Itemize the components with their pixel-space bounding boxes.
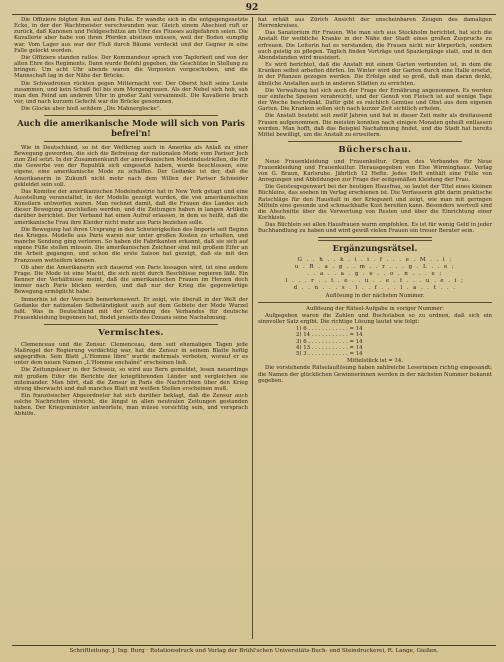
section-divider [44,141,218,142]
continuation-paragraph: Es wird berichtet, daß die Anstalt mit einem Garten verbunden ist, in dem die Kranken selbst arbeiten dürfen. Im Winter wird der Garten durch eine Halle ersetzt, in der Pflanzen gezogen werden. Die Erfolge sind so groß, daß man daran denkt, ähnliche Anstalten auch in anderen Städten zu errichten. [258,62,492,87]
column-divider [252,17,253,639]
calc-line: 5) 3 . . . . . . . . . . . . = 14 [296,351,363,358]
puzzle-line: G . . h . . k . i . i . f . . . e . M . . i ; [297,256,453,263]
page-number: 92 [245,3,259,13]
intro-paragraph: Die Offiziere folgten ihm auf dem Fuße. Er wandte sich in die entgegengesetzte Ecke, in der der Wachtmeister verschwunden war. Gleich einem Abschied ruft er zurück, daß Kanonen und Feldgeschütze am Ufer des Flusses aufgefahren seien. Die Kavallerie aber habe von ihren Pferden absitzen müssen, weil der Boden sumpfig war. Vom Lager aus war der Fluß durch Bäume verdeckt und der Gegner in eine Falle gelockt worden. [14,17,248,54]
article-paragraph: Ob aber die Amerikanerin sich dauernd von Paris lossagen wird, ist eine andere Frage. Die Mode ist eine Macht, die sich nicht durch Beschlüsse regieren läßt. Ein Kenner der Verhältnisse meint, daß die amerikanischen Frauen im Herzen doch immer nach Paris blicken werden, und daß nur der Krieg die gegenwärtige Bewegung ermöglicht habe. [14,264,248,296]
section-divider [44,115,218,116]
continuation-section [258,17,492,138]
book-review: Das Büchlein sei allen Hausfrauen warm empfohlen. Es ist für wenig Geld in jeder Buchhandlung zu haben und wird gewiß vielen Frauen ein treuer Berater sein. [258,222,492,235]
header-rule [12,14,496,15]
section-divider [258,302,492,303]
section-divider [318,237,432,241]
puzzle-title: Ergänzungsrätsel. [332,243,418,254]
intro-paragraph: Die Offiziere standen ratlos. Der Kommandeur sprach von Tapferkeit und von der alten Ehre des Regiments. Dann wurde Befehl gegeben, die Geschütze in Stellung zu bringen. Um acht Uhr abends waren die Vorposten vorgeschoben, und die Mannschaft lag in der Nähe der Brücke. [14,54,248,80]
puzzle-note: Auflösung in der nächsten Nummer. [325,292,425,299]
article-paragraph: Das Komitee der amerikanischen Modeindustrie hat in New York getagt und eine Ausstellung veranstaltet, in der Modelle gezeigt wurden, die von amerikanischen Künstlern entworfen waren. Man rechnet damit, daß die Frauen des Landes sich dieser Bewegung anschließen werden, und die Zeitungen haben in langen Artikeln darüber berichtet. Der Verband hat einen Aufruf erlassen, in dem es heißt, daß die amerikanische Frau ihre Kleider nicht mehr aus Paris beziehen solle. [14,188,248,226]
intro-paragraph: Die Schwadronen rückten gegen Mitternacht vor. Der Oberst hielt seine Leute zusammen, und kein Schuß fiel bis zum Morgengrauen. Als der Nebel sich hob, sah man den Feind am anderen Ufer in großer Zahl versammelt. Die Kavallerie brach vor, und nach kurzem Gefecht war die Brücke genommen. [14,80,248,106]
book-review: Neue Frauenkleidung und Frauenkultur. Organ des Verbandes für Neue Frauenkleidung und Frauenkultur. Herausgegeben von Else Wirminghaus. Verlag von G. Braun, Karlsruhe. Jährlich 12 Hefte. Jedes Heft enthält eine Fülle von Anregungen und Abbildungen zur Frage der zeitgemäßen Kleidung der Frau. [258,158,492,184]
books-title: Bücherschau. [338,144,412,155]
puzzle-line: l . . . r . . t . e . . u . . e . t . . . u . e . i ; [285,277,465,284]
left-column [14,17,248,641]
misc-section [14,342,248,418]
section-divider [44,324,218,325]
calc-line: 4) 13 . . . . . . . . . . . = 14 [296,344,363,351]
calc-line: 3) 6 . . . . . . . . . . . . = 14 [296,338,363,345]
solution-text: Aufgegeben waren die Zahlen und Buchstaben so zu ordnen, daß sich ein sinnvoller Satz ergibt. Die richtige Lösung lautet wie folgt: [258,312,492,326]
solution-calc [258,326,492,357]
puzzle-line: . . a . . a . g . e . . o . n . . . e ; [307,270,443,277]
misc-paragraph: Ein französischer Abgeordneter hat sich darüber beklagt, daß die Zensur auch solche Nachrichten streicht, die längst in allen neutralen Zeitungen gestanden haben. Der Kriegsminister antwortete, man müsse vorsichtig sein, und versprach Abhilfe. [14,392,248,418]
calc-line: 1) 6 . . . . . . . . . . . . = 14 [296,326,363,333]
puzzle-line: d . . n . . . s . l . . f . . . l . a . . t . . . [293,284,457,291]
book-review: Die Geistesgegenwart bei der heutigen Hausfrau, so lautet der Titel eines kleinen Büchleins, das soeben im Verlag erschienen ist. Die Verfasserin gibt darin praktische Ratschläge für den Haushalt in der Kriegszeit und zeigt, wie man mit geringen Mitteln eine gesunde und schmackhafte Kost bereiten kann. Besonders wertvoll sind die Abschnitte über die Verwertung von Resten und über die Einrichtung einer Kochkiste. [258,184,492,221]
continuation-paragraph: Die Anstalt besteht seit zwölf Jahren und hat in dieser Zeit mehr als dreitausend Frauen aufgenommen. Die meisten konnten nach einigen Monaten geheilt entlassen werden. Man hofft, daß das Beispiel Nachahmung findet, und die Stadt hat bereits Mittel bewilligt, um die Anstalt zu erweitern. [258,113,492,138]
solution-result: Mittelstück ist = 14. [346,358,404,365]
section-divider [288,141,462,142]
puzzle-lines [258,257,492,292]
misc-paragraph: Clemenceau und die Zensur. Clemenceau, dem seit ehemaligen Tagen jede Maßregel der Regierung verdächtig war, hat die Zensur in seinem Blatte heftig angegriffen. Sein Blatt „L'Homme libre" wurde mehrmals verboten, worauf er es unter dem neuen Namen „L'Homme enchaîné" erscheinen ließ. [14,341,248,367]
continuation-paragraph: Die Verwaltung hat sich auch der Frage der Ernährung angenommen. Es werden nur einfache Speisen verabreicht, und der Genuß von Fleisch ist auf wenige Tage der Woche beschränkt. Dafür gibt es reichlich Gemüse und Obst aus dem eigenen Garten. Die Kranken sollen sich nach kurzer Zeit sichtlich erholen. [258,87,492,113]
fashion-article [14,145,248,321]
puzzle-line: u . R . a . g . . m . . r . . . g . L . . e ; [294,263,456,270]
article-paragraph: Immerhin ist der Versuch bemerkenswert. Er zeigt, wie überall in der Welt der Gedanke der nationalen Selbständigkeit auch auf dem Gebiete der Mode Wurzel faßt. Was in Deutschland mit der Gründung des Verbandes für deutsche Frauenkleidung begonnen hat, findet jenseits des Ozeans seine Nachahmung. [14,296,248,321]
misc-title: Vermischtes. [98,328,164,339]
right-column [258,17,492,641]
intro-story [14,17,248,112]
imprint-footer: Schriftleitung: J. Ing. Burg · Rotationsdruck und Verlag der Brühl'schen Universitäts-Buch- und Steindruckerei, R. Lange, Gießen. [12,645,496,655]
article-paragraph: Wie in Deutschland, so ist der Weltkrieg auch in Amerika als Anlaß zu einer Bewegung geworden, die sich die Befreiung der nationalen Mode vom Pariser Joch zum Ziel setzt. In der Zusammenkunft der amerikanischen Modeindustriellen, die für die Gewerbe von der Republik sich eingesetzt haben, wurde beschlossen, eine eigene, eine amerikanische Mode zu schaffen. Der Gedanke ist der, daß die Amerikanerin in Zukunft nicht mehr nach dem Willen der Pariser Schneider gekleidet sein soll. [14,144,248,188]
solution-title: Auflösung der Rätsel-Aufgabe in voriger Nummer: [306,305,444,312]
books-section [258,159,492,235]
calc-line: 2) 14 . . . . . . . . . . . = 14 [296,332,363,339]
intro-paragraph: Die Glocke aber hieß seitdem „Die Mahnerglocke". [21,106,161,113]
misc-paragraph: Die Zeitungsleser in der Schweiz, so wird aus Bern gemeldet, lesen neuerdings mit großem Eifer die Berichte der kriegführenden Länder und vergleichen sie miteinander. Man hört, daß die Zensur in Paris die Nachrichten über den Krieg streng überwacht und daß manches Blatt mit weißen Stellen erscheinen muß. [14,367,248,392]
continuation-paragraph: Das Sanatorium für Frauen. Wie man sich aus Stockholm berichtet, hat sich die Anstalt für weibliche Kranke in der Nähe der Stadt eines großen Zuspruchs zu erfreuen. Die Leiterin hat es verstanden, die Frauen nicht nur körperlich, sondern auch geistig zu pflegen. Täglich finden Vorträge und Spaziergänge statt, und in den Abendstunden wird musiziert. [258,30,492,61]
continuation-paragraph: hat erhält aus Zürich Ansicht der unscheinbaren Zeugen des damaligen Herrenkreises. [258,17,492,30]
article-title: Auch die amerikanische Mode will sich von Paris befrei'n! [17,118,245,138]
solution-end: Die vorstehende Rätselauflösung haben zahlreiche Leserinnen richtig eingesandt; die Namen der glücklichen Gewinnerinnen werden in der nächsten Nummer bekannt gegeben. [258,365,492,384]
article-paragraph: Die Bewegung hat ihren Ursprung in den Schwierigkeiten des Imports seit Beginn des Krieges. Modelle aus Paris waren nur unter großen Kosten zu erhalten, und manche Sendung ging verloren. So haben die Fabrikanten erkannt, daß sie sich auf eigene Füße stellen müssen. Die amerikanischen Zeichner sind mit großem Eifer an die Arbeit gegangen, und schon die erste Saison hat gezeigt, daß sie mit den Franzosen wetteifern können. [14,226,248,264]
